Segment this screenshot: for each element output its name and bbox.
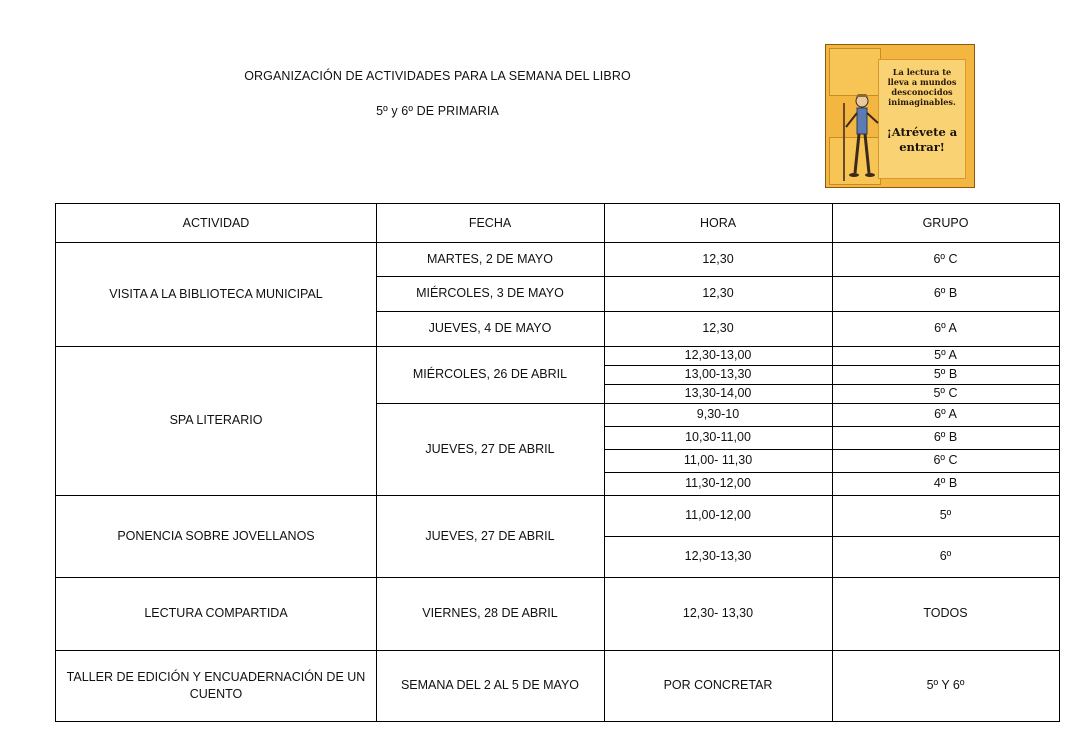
header-grupo: GRUPO (922, 215, 969, 230)
grupo-cell: 6º B (933, 430, 958, 444)
activity-ponencia: PONENCIA SOBRE JOVELLANOS (117, 528, 315, 543)
page-subtitle: 5º y 6º DE PRIMARIA (376, 104, 499, 118)
hora-cell: 11,00-12,00 (685, 508, 751, 522)
hora-cell: 9,30-10 (696, 407, 740, 421)
hora-cell: 11,00- 11,30 (683, 453, 753, 467)
reading-poster (825, 44, 975, 188)
date-cell: JUEVES, 27 DE ABRIL (425, 528, 555, 543)
hora-cell: 12,30 (702, 321, 734, 335)
hora-cell: POR CONCRETAR (663, 678, 773, 692)
activity-visita: VISITA A LA BIBLIOTECA MUNICIPAL (109, 286, 323, 301)
hora-cell: 11,30-12,00 (685, 476, 751, 490)
hora-cell: 13,00-13,30 (684, 367, 752, 381)
activities-table (55, 203, 1060, 722)
activity-taller: TALLER DE EDICIÓN Y ENCUADERNACIÓN DE UN CUENTO (66, 669, 366, 701)
activity-spa: SPA LITERARIO (169, 413, 263, 427)
don-quixote-icon (840, 93, 884, 185)
grupo-cell: 5º B (933, 367, 958, 381)
grupo-cell: 5º (939, 508, 952, 522)
grupo-cell: 6º B (933, 286, 958, 300)
header-actividad: ACTIVIDAD (182, 215, 250, 230)
date-cell: JUEVES, 4 DE MAYO (428, 321, 552, 335)
date-cell: MARTES, 2 DE MAYO (427, 251, 553, 266)
date-cell: MIÉRCOLES, 26 DE ABRIL (412, 367, 568, 381)
grupo-cell: 4º B (933, 476, 958, 490)
poster-text: La lectura te lleva a mundos desconocidos inimaginables. (887, 67, 957, 107)
activity-lectura: LECTURA COMPARTIDA (144, 606, 288, 620)
grupo-cell: 5º A (934, 348, 957, 362)
header-hora: HORA (699, 215, 737, 230)
puzzle-piece (829, 48, 881, 96)
hora-cell: 12,30 (702, 286, 734, 300)
page-title: ORGANIZACIÓN DE ACTIVIDADES PARA LA SEMANA DEL LIBRO (244, 69, 631, 83)
grupo-cell: 6º A (934, 407, 957, 421)
grupo-cell: 6º (939, 549, 952, 563)
header-fecha: FECHA (468, 215, 512, 230)
grupo-cell: TODOS (923, 606, 968, 620)
hora-cell: 13,30-14,00 (684, 386, 752, 400)
grupo-cell: 5º C (933, 386, 958, 400)
grupo-cell: 6º C (933, 453, 958, 467)
hora-cell: 12,30- 13,30 (682, 606, 754, 620)
grupo-cell: 6º A (934, 321, 957, 335)
date-cell: JUEVES, 27 DE ABRIL (425, 441, 555, 456)
grupo-cell: 6º C (933, 251, 958, 266)
hora-cell: 12,30 (702, 251, 734, 266)
date-cell: MIÉRCOLES, 3 DE MAYO (416, 286, 564, 300)
date-cell: VIERNES, 28 DE ABRIL (422, 606, 558, 620)
hora-cell: 12,30-13,30 (684, 549, 752, 563)
poster-cta: ¡Atrévete a entrar! (886, 125, 958, 154)
hora-cell: 12,30-13,00 (684, 348, 752, 362)
grupo-cell: 5º Y 6º (926, 678, 965, 692)
date-cell: SEMANA DEL 2 AL 5 DE MAYO (400, 678, 580, 692)
hora-cell: 10,30-11,00 (685, 430, 751, 444)
